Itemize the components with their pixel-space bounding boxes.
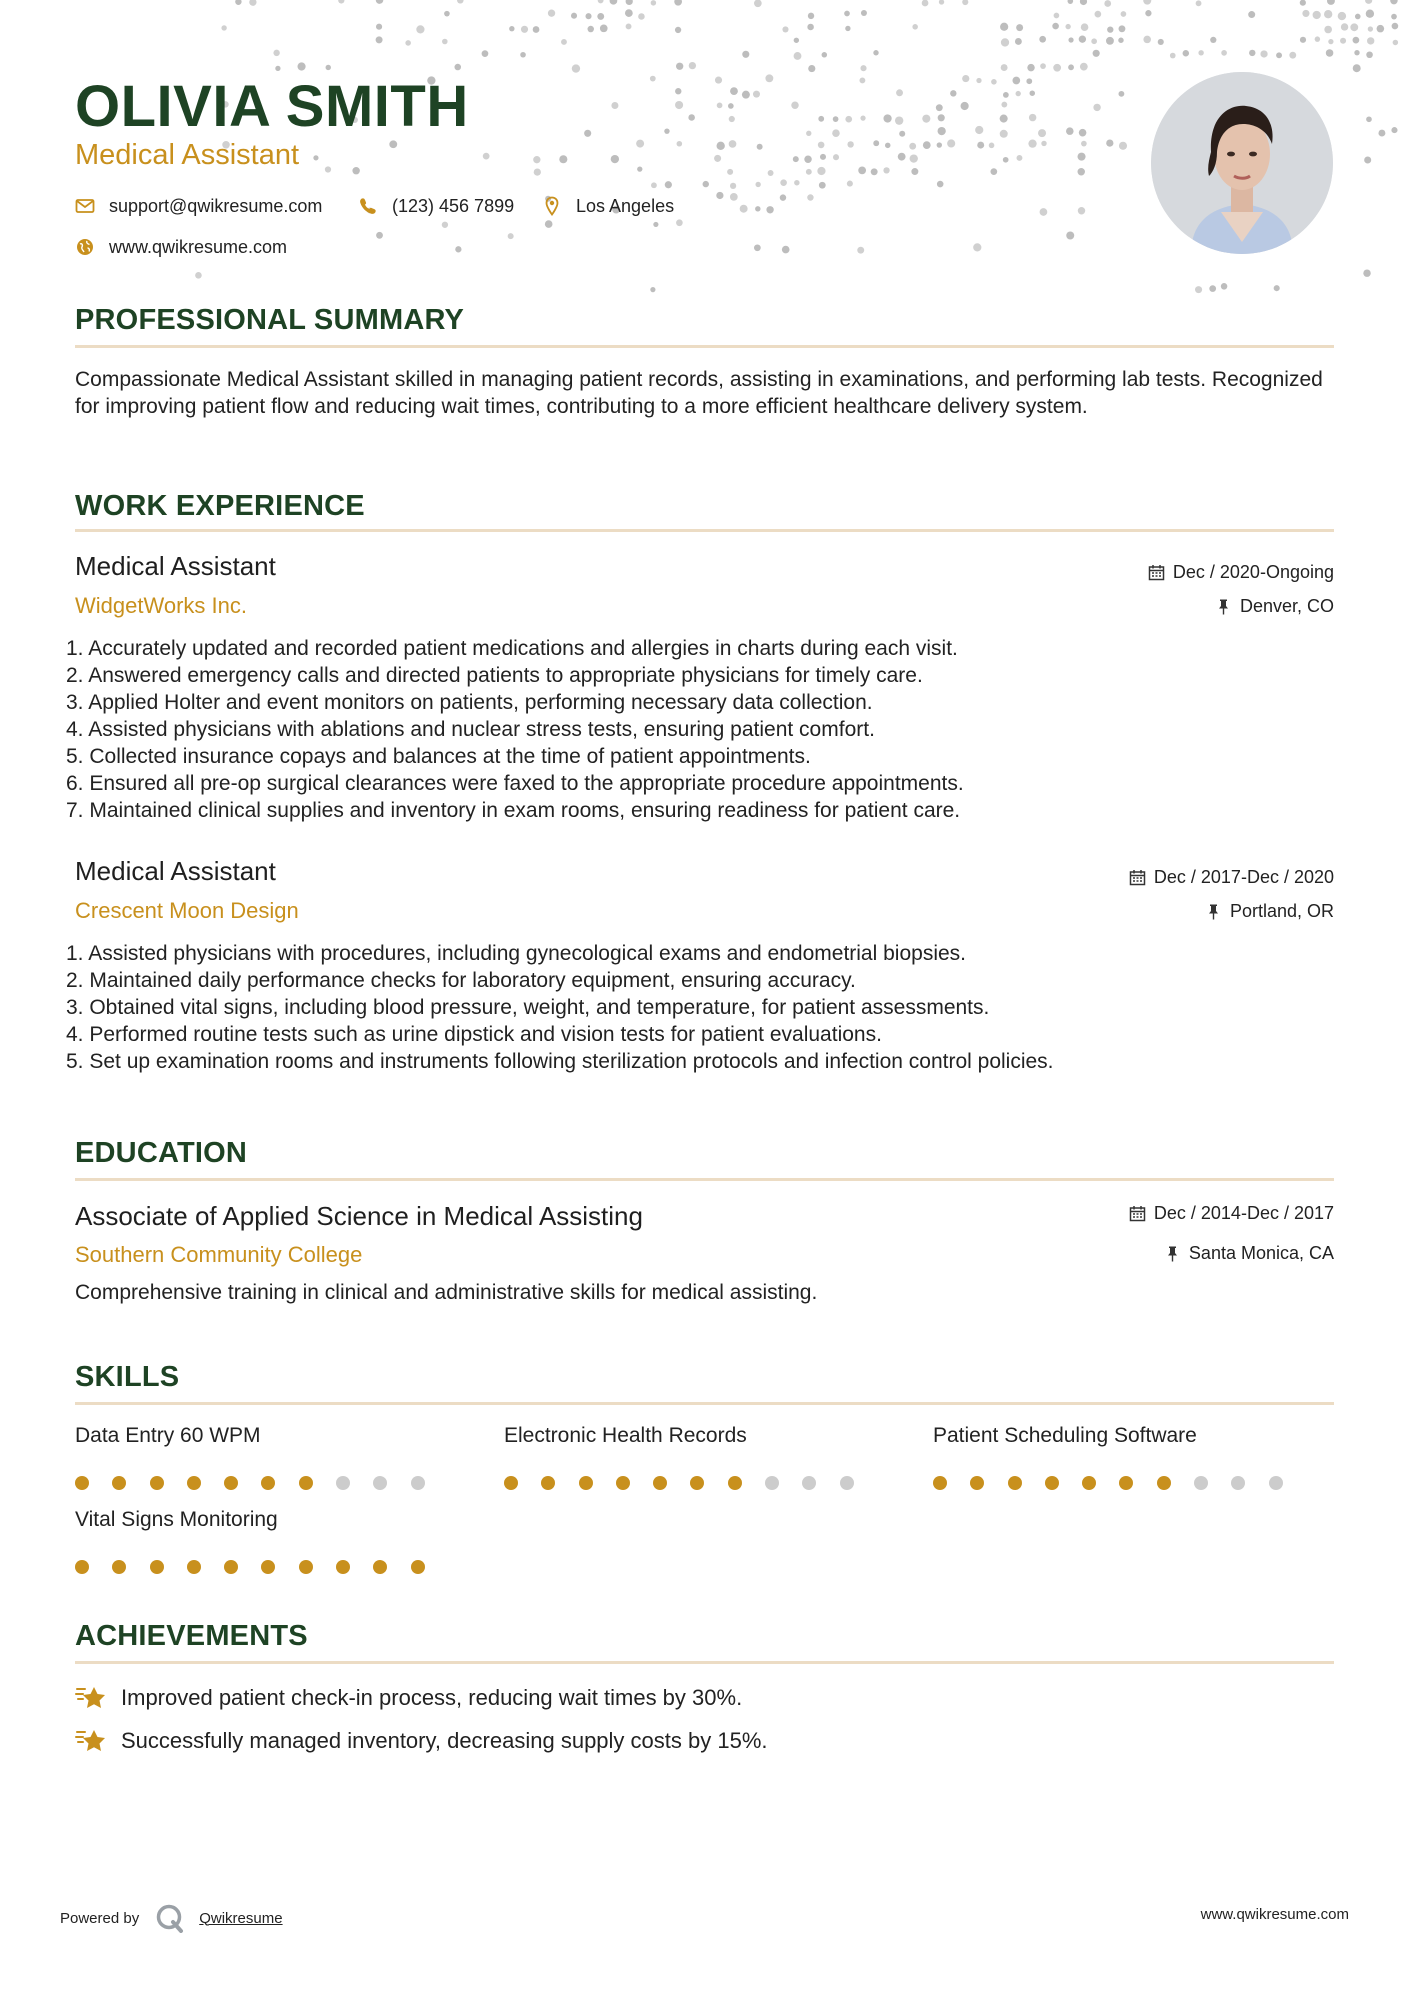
rating-dot-filled bbox=[187, 1560, 201, 1574]
rating-dot-empty bbox=[336, 1476, 350, 1490]
rating-dot-empty bbox=[802, 1476, 816, 1490]
job-dates bbox=[1148, 561, 1334, 583]
rating-dot-empty bbox=[840, 1476, 854, 1490]
rating-dot-filled bbox=[1157, 1476, 1171, 1490]
education-location bbox=[1164, 1242, 1334, 1264]
rating-dot-filled bbox=[504, 1476, 518, 1490]
skill-name: Vital Signs Monitoring bbox=[75, 1508, 278, 1531]
rating-dot-filled bbox=[1045, 1476, 1059, 1490]
candidate-title: Medical Assistant bbox=[75, 139, 300, 171]
rating-dot-filled bbox=[112, 1476, 126, 1490]
contact-website[interactable] bbox=[75, 236, 287, 258]
job-dates-text: Dec / 2017-Dec / 2020 bbox=[1153, 867, 1334, 887]
pushpin-icon bbox=[1215, 598, 1232, 615]
achievement-text: Improved patient check-in process, reducing wait times by 30%. bbox=[121, 1685, 743, 1710]
summary-heading: PROFESSIONAL SUMMARY bbox=[75, 304, 465, 336]
rating-dot-filled bbox=[579, 1476, 593, 1490]
star-badge-icon bbox=[75, 1683, 107, 1713]
education-location-text: Santa Monica, CA bbox=[1188, 1243, 1334, 1263]
qwikresume-logo-icon bbox=[155, 1903, 185, 1933]
calendar-icon bbox=[1129, 869, 1146, 886]
skill-item bbox=[75, 1422, 475, 1490]
rating-dot-filled bbox=[299, 1560, 313, 1574]
rating-dot-filled bbox=[616, 1476, 630, 1490]
rating-dot-filled bbox=[933, 1476, 947, 1490]
rating-dot-filled bbox=[224, 1476, 238, 1490]
achievement-item bbox=[75, 1726, 768, 1756]
contact-phone[interactable] bbox=[358, 195, 514, 217]
job-dates bbox=[1129, 866, 1334, 888]
rating-dot-filled bbox=[261, 1560, 275, 1574]
section-divider bbox=[75, 1661, 1334, 1664]
skill-name: Data Entry 60 WPM bbox=[75, 1424, 261, 1447]
rating-dot-filled bbox=[150, 1560, 164, 1574]
rating-dot-empty bbox=[765, 1476, 779, 1490]
job-dates-text: Dec / 2020-Ongoing bbox=[1172, 562, 1334, 582]
list-item: 2. Answered emergency calls and directed patients to appropriate physicians for timely care. bbox=[66, 664, 923, 687]
job-location-text: Portland, OR bbox=[1229, 901, 1334, 921]
pushpin-icon bbox=[1164, 1245, 1181, 1262]
email-text: support@qwikresume.com bbox=[109, 196, 323, 216]
phone-icon bbox=[358, 196, 378, 216]
list-item: 3. Applied Holter and event monitors on patients, performing necessary data collection. bbox=[66, 691, 873, 714]
rating-dot-empty bbox=[1231, 1476, 1245, 1490]
rating-dot-filled bbox=[1119, 1476, 1133, 1490]
achievement-text: Successfully managed inventory, decreasing supply costs by 15%. bbox=[121, 1728, 768, 1753]
skills-heading: SKILLS bbox=[75, 1361, 180, 1393]
rating-dot-filled bbox=[150, 1476, 164, 1490]
job-company: WidgetWorks Inc. bbox=[75, 593, 247, 618]
contact-location bbox=[542, 195, 674, 217]
footer-website[interactable]: www.qwikresume.com bbox=[1200, 1906, 1349, 1923]
website-text: www.qwikresume.com bbox=[109, 237, 288, 257]
rating-dot-filled bbox=[653, 1476, 667, 1490]
school-name: Southern Community College bbox=[75, 1242, 363, 1267]
job-location bbox=[1215, 595, 1334, 617]
calendar-icon bbox=[1129, 1205, 1146, 1222]
rating-dot-filled bbox=[75, 1560, 89, 1574]
skill-name: Electronic Health Records bbox=[504, 1424, 747, 1447]
qwikresume-link[interactable]: Qwikresume bbox=[199, 1909, 283, 1927]
experience-heading: WORK EXPERIENCE bbox=[75, 490, 365, 522]
rating-dot-filled bbox=[690, 1476, 704, 1490]
rating-dot-filled bbox=[224, 1560, 238, 1574]
degree-title: Associate of Applied Science in Medical Assisting bbox=[75, 1201, 643, 1231]
job-title: Medical Assistant bbox=[75, 551, 276, 581]
list-item: 6. Ensured all pre-op surgical clearances were faxed to the appropriate procedure appointments. bbox=[66, 772, 964, 795]
section-divider bbox=[75, 1178, 1334, 1181]
job-location bbox=[1205, 900, 1334, 922]
calendar-icon bbox=[1148, 564, 1165, 581]
rating-dot-filled bbox=[411, 1560, 425, 1574]
list-item: 1. Accurately updated and recorded patient medications and allergies in charts during each visit. bbox=[66, 637, 958, 660]
education-heading: EDUCATION bbox=[75, 1137, 248, 1169]
list-item: 3. Obtained vital signs, including blood pressure, weight, and temperature, for patient assessments. bbox=[66, 996, 990, 1019]
skill-rating bbox=[933, 1476, 1333, 1490]
list-item: 7. Maintained clinical supplies and inventory in exam rooms, ensuring readiness for patient care. bbox=[66, 799, 961, 822]
education-dates-text: Dec / 2014-Dec / 2017 bbox=[1153, 1203, 1334, 1223]
summary-text: Compassionate Medical Assistant skilled in managing patient records, assisting in examinations, and performing lab tests. Recognized for improving patient flow and reducing wait times, contributing to a more efficient healthcare delivery system. bbox=[75, 368, 1323, 418]
skill-rating bbox=[75, 1476, 475, 1490]
rating-dot-filled bbox=[728, 1476, 742, 1490]
contact-email[interactable] bbox=[75, 195, 322, 217]
skill-item bbox=[504, 1422, 904, 1490]
rating-dot-filled bbox=[970, 1476, 984, 1490]
section-divider bbox=[75, 1402, 1334, 1405]
powered-by-label: Powered by bbox=[60, 1909, 140, 1927]
profile-photo bbox=[1151, 72, 1333, 254]
rating-dot-filled bbox=[75, 1476, 89, 1490]
education-dates bbox=[1129, 1202, 1334, 1224]
list-item: 5. Set up examination rooms and instruments following sterilization protocols and infection control policies. bbox=[66, 1050, 1054, 1073]
job-title: Medical Assistant bbox=[75, 856, 276, 886]
skill-item bbox=[75, 1506, 475, 1574]
list-item: 2. Maintained daily performance checks for laboratory equipment, ensuring accuracy. bbox=[66, 969, 856, 992]
skill-rating bbox=[75, 1560, 475, 1574]
list-item: 1. Assisted physicians with procedures, including gynecological exams and endometrial biopsies. bbox=[66, 942, 966, 965]
rating-dot-empty bbox=[1269, 1476, 1283, 1490]
location-text: Los Angeles bbox=[576, 196, 675, 216]
list-item: 4. Performed routine tests such as urine dipstick and vision tests for patient evaluations. bbox=[66, 1023, 882, 1046]
achievement-item bbox=[75, 1683, 742, 1713]
skill-rating bbox=[504, 1476, 904, 1490]
rating-dot-filled bbox=[541, 1476, 555, 1490]
rating-dot-filled bbox=[261, 1476, 275, 1490]
job-duties-list bbox=[66, 635, 964, 824]
job-location-text: Denver, CO bbox=[1239, 596, 1334, 616]
skill-item bbox=[933, 1422, 1333, 1490]
pushpin-icon bbox=[1205, 903, 1222, 920]
map-pin-icon bbox=[542, 196, 562, 216]
rating-dot-filled bbox=[112, 1560, 126, 1574]
envelope-icon bbox=[75, 196, 95, 216]
list-item: 4. Assisted physicians with ablations and nuclear stress tests, ensuring patient comfort. bbox=[66, 718, 875, 741]
list-item: 5. Collected insurance copays and balances at the time of patient appointments. bbox=[66, 745, 811, 768]
rating-dot-filled bbox=[373, 1560, 387, 1574]
job-duties-list bbox=[66, 940, 1054, 1075]
education-description: Comprehensive training in clinical and administrative skills for medical assisting. bbox=[75, 1281, 818, 1304]
rating-dot-empty bbox=[411, 1476, 425, 1490]
achievements-heading: ACHIEVEMENTS bbox=[75, 1620, 308, 1652]
rating-dot-filled bbox=[336, 1560, 350, 1574]
globe-icon bbox=[75, 237, 95, 257]
section-divider bbox=[75, 529, 1334, 532]
rating-dot-empty bbox=[373, 1476, 387, 1490]
candidate-name: OLIVIA SMITH bbox=[75, 74, 469, 139]
rating-dot-filled bbox=[1082, 1476, 1096, 1490]
phone-text: (123) 456 7899 bbox=[392, 196, 515, 216]
rating-dot-empty bbox=[1194, 1476, 1208, 1490]
rating-dot-filled bbox=[1008, 1476, 1022, 1490]
footer-powered-by bbox=[60, 1903, 283, 1933]
skill-name: Patient Scheduling Software bbox=[933, 1424, 1197, 1447]
star-badge-icon bbox=[75, 1726, 107, 1756]
rating-dot-filled bbox=[187, 1476, 201, 1490]
section-divider bbox=[75, 345, 1334, 348]
rating-dot-filled bbox=[299, 1476, 313, 1490]
job-company: Crescent Moon Design bbox=[75, 898, 299, 923]
